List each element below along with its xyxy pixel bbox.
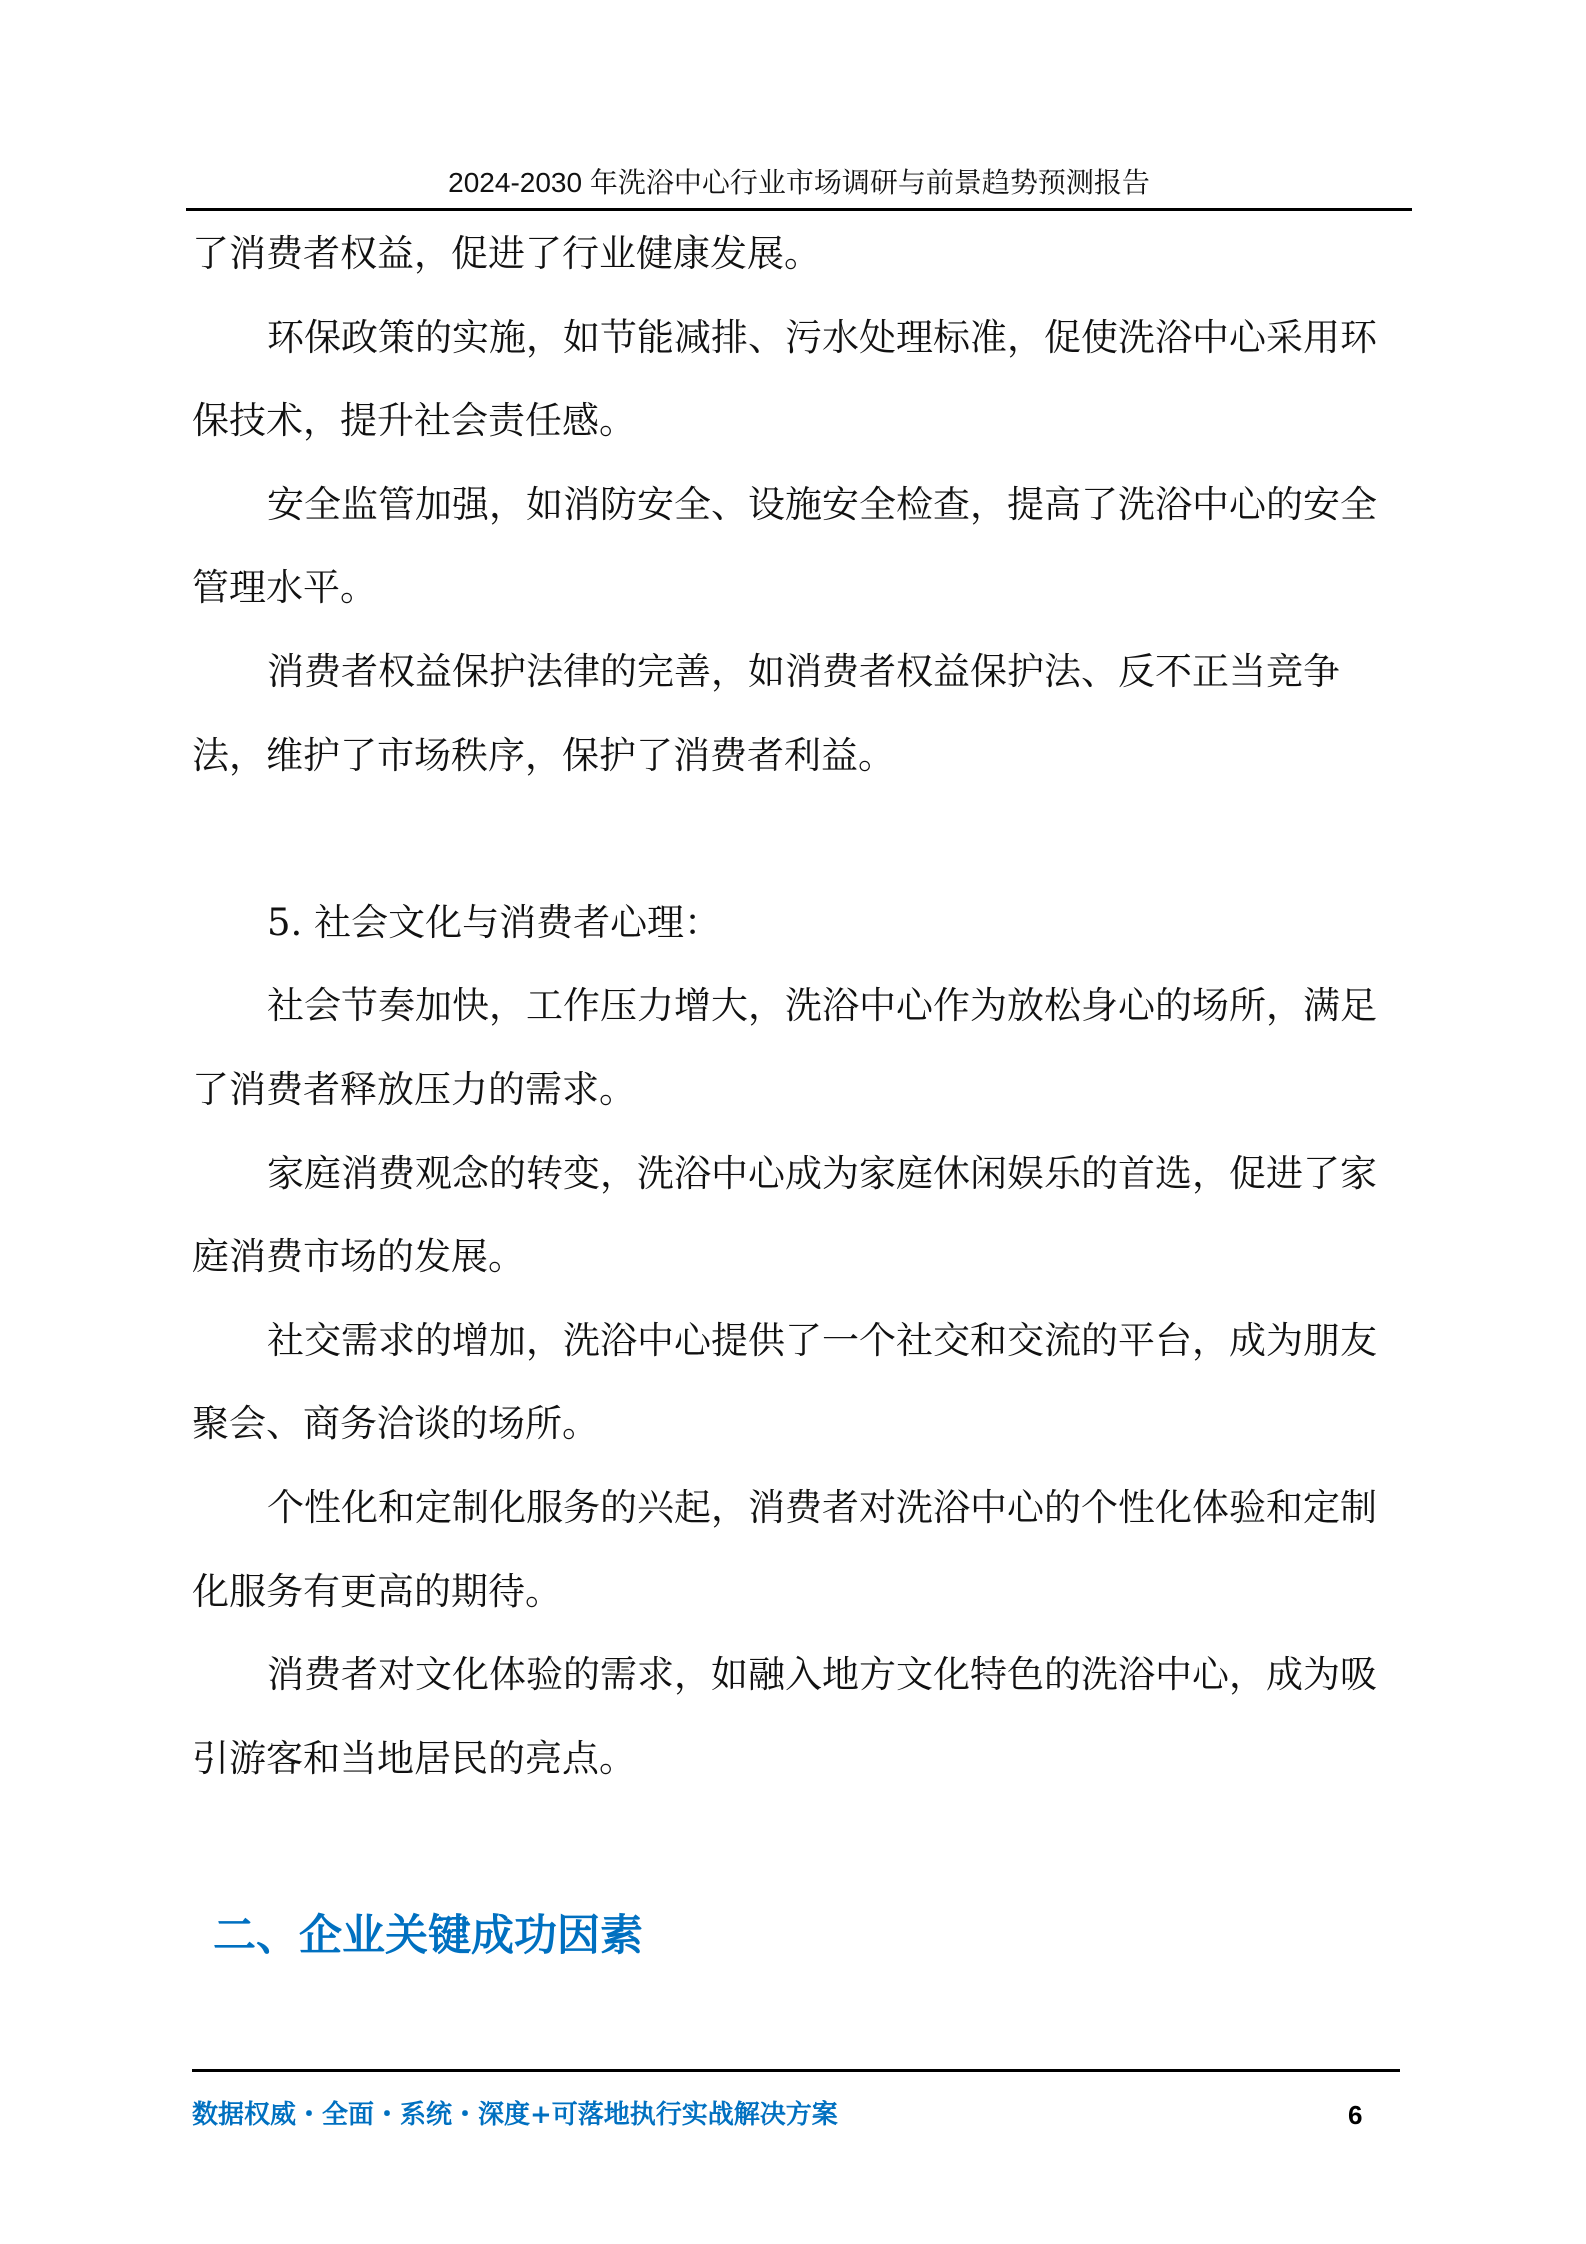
text-line: 安全监管加强，如消防安全、设施安全检查，提高了洗浴中心的安全	[267, 482, 1377, 526]
body-text	[192, 226, 1412, 1814]
page-header-title: 2024-2030 年洗浴中心行业市场调研与前景趋势预测报告	[448, 167, 1150, 198]
text-line: 环保政策的实施，如节能减排、污水处理标准，促使洗浴中心采用环	[267, 315, 1377, 359]
header-divider	[186, 208, 1412, 211]
text-line: 保技术，提升社会责任感。	[192, 399, 636, 443]
text-line: 引游客和当地居民的亮点。	[192, 1736, 636, 1780]
text-line: 家庭消费观念的转变，洗浴中心成为家庭休闲娱乐的首选，促进了家	[267, 1151, 1377, 1195]
page-number: 6	[1348, 2100, 1363, 2130]
section-heading: 二、企业关键成功因素	[213, 1912, 643, 1960]
text-line: 化服务有更高的期待。	[192, 1569, 562, 1613]
text-line: 消费者对文化体验的需求，如融入地方文化特色的洗浴中心，成为吸	[267, 1653, 1377, 1697]
text-line: 管理水平。	[192, 566, 377, 610]
text-line: 个性化和定制化服务的兴起，消费者对洗浴中心的个性化体验和定制	[267, 1485, 1377, 1529]
text-line: 庭消费市场的发展。	[192, 1235, 525, 1279]
text-line: 消费者权益保护法律的完善，如消费者权益保护法、反不正当竞争	[267, 649, 1340, 693]
text-line: 社会节奏加快，工作压力增大，洗浴中心作为放松身心的场所，满足	[267, 984, 1377, 1028]
text-line: 5. 社会文化与消费者心理：	[267, 900, 722, 944]
text-line: 法，维护了市场秩序，保护了消费者利益。	[192, 733, 895, 777]
text-line: 了消费者权益，促进了行业健康发展。	[192, 232, 821, 275]
footer-divider	[192, 2069, 1400, 2072]
text-line: 社交需求的增加，洗浴中心提供了一个社交和交流的平台，成为朋友	[267, 1318, 1377, 1362]
blank-line	[192, 811, 1412, 895]
text-line: 了消费者释放压力的需求。	[192, 1067, 636, 1111]
footer-slogan: 数据权威・全面・系统・深度+可落地执行实战解决方案	[192, 2100, 838, 2130]
text-line: 聚会、商务洽谈的场所。	[192, 1402, 599, 1446]
